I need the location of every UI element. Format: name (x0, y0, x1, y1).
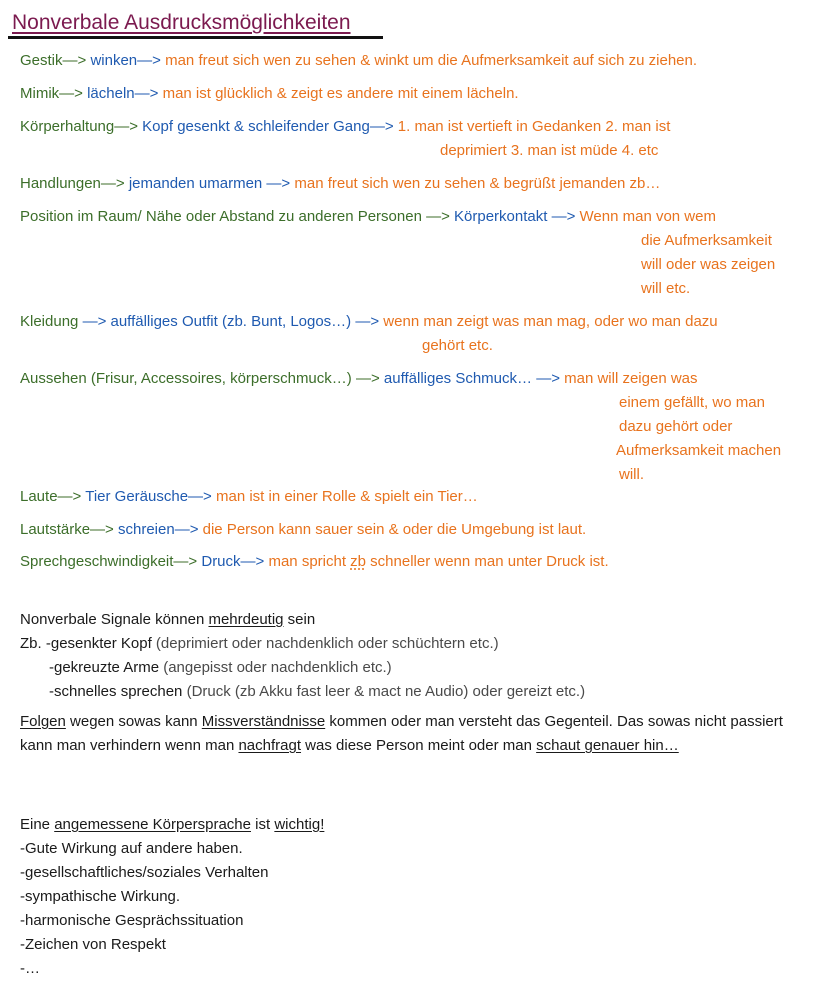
row-label: Kleidung (20, 313, 79, 330)
row-example: jemanden umarmen (128, 175, 263, 192)
row-meaning: die Person kann sauer sein & oder die Umgebung ist laut. (202, 521, 587, 538)
signals-note: (angepisst oder nachdenklich etc.) (159, 659, 392, 676)
row-handlungen (20, 175, 660, 193)
arrow: —> (174, 521, 199, 538)
signals-term: -gesenkter Kopf (45, 635, 152, 652)
consequences-nachfragt: nachfragt (238, 737, 302, 754)
page-title: Nonverbale Ausdrucksmöglichkeiten (12, 11, 351, 34)
arrow: —> (114, 118, 138, 135)
arrow: —> (57, 488, 82, 505)
row-meaning-zb: zb (350, 553, 367, 570)
row-laute (20, 488, 478, 506)
row-meaning: man freut sich wen zu sehen & begrüßt jemanden zb… (294, 175, 661, 192)
row-sprechgeschwindigkeit (20, 553, 609, 571)
row-label: Gestik (20, 52, 63, 69)
row-label: Sprechgeschwindigkeit (20, 553, 174, 570)
row-meaning-line: 1. man ist vertieft in Gedanken 2. man ist (397, 118, 671, 135)
arrow: —> (90, 521, 114, 538)
arrow: —> (551, 208, 576, 225)
row-kleidung (20, 313, 718, 331)
importance-item: -Gute Wirkung auf andere haben. (20, 840, 243, 857)
row-koerperhaltung (20, 118, 670, 136)
row-gestik (20, 52, 697, 70)
arrow: —> (536, 370, 560, 387)
arrow: —> (240, 553, 265, 570)
importance-heading (20, 816, 324, 834)
row-meaning-line: gehört etc. (422, 337, 493, 354)
row-meaning-b: schneller wenn man unter Druck ist. (366, 553, 609, 570)
arrow: —> (134, 85, 159, 102)
consequences-missverstaendnisse: Missverständnisse (201, 713, 326, 730)
row-example: schreien (117, 521, 175, 538)
arrow: —> (62, 52, 87, 69)
title-underline (8, 36, 383, 39)
consequences-text: kommen oder man versteht das Gegenteil. Das sowas nicht passiert kann man verhindern wenn man (20, 713, 783, 754)
importance-item: -Zeichen von Respekt (20, 936, 166, 953)
arrow: —> (355, 313, 380, 330)
row-meaning-line: einem gefällt, wo man (619, 394, 765, 411)
importance-d: wichtig! (274, 816, 325, 833)
signals-note: (deprimiert oder nachdenklich oder schüchtern etc.) (151, 635, 499, 652)
signals-item (49, 659, 392, 677)
signals-note: (Druck (zb Akku fast leer & mact ne Audio) oder gereizt etc.) (182, 683, 586, 700)
arrow: —> (188, 488, 212, 505)
row-meaning: man ist glücklich & zeigt es andere mit einem lächeln. (162, 85, 519, 102)
consequences-paragraph (20, 710, 800, 758)
row-meaning-line: will etc. (641, 280, 691, 297)
importance-a: Eine (20, 816, 55, 833)
signals-term: -schnelles sprechen (49, 683, 183, 700)
row-meaning-a: man spricht (268, 553, 351, 570)
row-meaning-line: will. (619, 466, 644, 483)
consequences-text: wegen sowas kann (65, 713, 202, 730)
row-label: Position im Raum/ Nähe oder Abstand zu anderen Personen (20, 208, 422, 225)
row-aussehen (20, 370, 698, 388)
importance-b: angemessene Körpersprache (54, 816, 251, 833)
importance-item: -gesellschaftliches/soziales Verhalten (20, 864, 269, 881)
signals-intro-b: sein (283, 611, 316, 628)
row-meaning-line: deprimiert 3. man ist müde 4. etc (440, 142, 659, 159)
signals-intro-underlined: mehrdeutig (208, 611, 284, 628)
row-example: Kopf gesenkt & schleifender Gang (142, 118, 370, 135)
signals-zb: Zb. (20, 635, 42, 652)
arrow: —> (173, 553, 198, 570)
arrow: —> (426, 208, 450, 225)
signals-term: -gekreuzte Arme (49, 659, 160, 676)
row-meaning: man ist in einer Rolle & spielt ein Tier… (215, 488, 478, 505)
row-meaning-line: dazu gehört oder (619, 418, 733, 435)
signals-item (49, 683, 585, 701)
row-example: Tier Geräusche (85, 488, 189, 505)
row-meaning-line: Aufmerksamkeit machen (616, 442, 782, 459)
row-meaning-line: wenn man zeigt was man mag, oder wo man dazu (383, 313, 718, 330)
row-example: lächeln (87, 85, 135, 102)
arrow: —> (59, 85, 83, 102)
row-label: Körperhaltung (20, 118, 115, 135)
row-meaning-line: man will zeigen was (564, 370, 698, 387)
importance-item: -harmonische Gesprächssituation (20, 912, 244, 929)
row-example: winken (90, 52, 138, 69)
row-meaning-line: will oder was zeigen (641, 256, 776, 273)
row-example: Druck (201, 553, 241, 570)
row-position (20, 208, 716, 226)
consequences-schaut-genauer: schaut genauer hin… (536, 737, 679, 754)
consequences-text: was diese Person meint oder man (301, 737, 537, 754)
arrow: —> (355, 370, 380, 387)
row-mimik (20, 85, 519, 103)
arrow: —> (266, 175, 291, 192)
row-meaning-line: die Aufmerksamkeit (641, 232, 772, 249)
row-meaning: man freut sich wen zu sehen & winkt um die Aufmerksamkeit auf sich zu ziehen. (165, 52, 698, 69)
row-label: Mimik (20, 85, 60, 102)
row-example: auffälliges Outfit (zb. Bunt, Logos…) (110, 313, 352, 330)
row-label: Aussehen (Frisur, Accessoires, körperschmuck…) (20, 370, 352, 387)
row-label: Laute (20, 488, 58, 505)
row-example: auffälliges Schmuck… (383, 370, 533, 387)
row-example: Körperkontakt (454, 208, 548, 225)
importance-c: ist (251, 816, 275, 833)
row-lautstaerke (20, 521, 586, 539)
consequences-folgen: Folgen (20, 713, 66, 730)
arrow: —> (100, 175, 125, 192)
arrow: —> (82, 313, 107, 330)
row-label: Handlungen (20, 175, 101, 192)
arrow: —> (137, 52, 161, 69)
signals-intro (20, 611, 315, 629)
signals-intro-a: Nonverbale Signale können (20, 611, 209, 628)
arrow: —> (369, 118, 394, 135)
row-meaning-line: Wenn man von wem (579, 208, 716, 225)
signals-item (20, 635, 499, 653)
row-label: Lautstärke (20, 521, 91, 538)
importance-item: -… (20, 960, 40, 977)
importance-item: -sympathische Wirkung. (20, 888, 181, 905)
